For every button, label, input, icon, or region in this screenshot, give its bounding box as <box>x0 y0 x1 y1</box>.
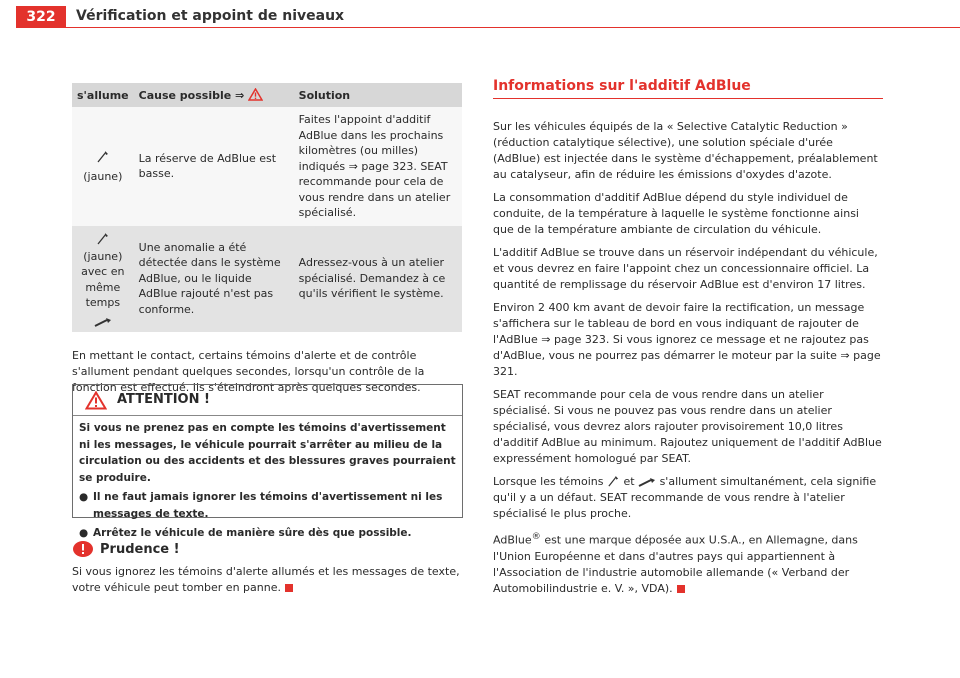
bullet-dot: ● <box>79 527 89 539</box>
registered-mark: ® <box>531 531 541 542</box>
text-fragment: est une marque déposée aux U.S.A., en Allemagne, dans l'Union Européenne et dans d'autres pays qui appartiennent à l'Association de l'industrie automobile allemande (« Verband der Automobilindustrie e. V. », VDA). <box>493 533 858 595</box>
page-header <box>0 0 960 28</box>
paragraph <box>493 529 883 597</box>
text-fragment: AdBlue <box>493 533 532 547</box>
cause-cell: Une anomalie a été détectée dans le système AdBlue, ou le liquide AdBlue rajouté n'est pas conforme. <box>134 226 294 332</box>
paragraph <box>493 474 883 522</box>
attention-box <box>72 384 463 539</box>
adblue-nozzle-icon <box>607 474 620 487</box>
symbol-label: (jaune) avec en même temps <box>81 249 125 309</box>
adblue-nozzle-icon <box>96 231 110 245</box>
attention-header <box>73 385 462 416</box>
solution-cell: Adressez-vous à un atelier spécialisé. Demandez à ce qu'ils vérifient le système. <box>294 226 462 332</box>
indicator-table <box>72 83 462 332</box>
text-fragment: et <box>623 475 635 488</box>
bullet-dot: ● <box>79 491 89 503</box>
paragraph: La consommation d'additif AdBlue dépend du style individuel de conduite, de la température à laquelle le système fonctionne ainsi que de la température ambiante de circulation du véhicule. <box>493 191 859 236</box>
symbol-cell <box>72 107 134 226</box>
wrench-icon <box>638 477 656 487</box>
solution-cell: Faites l'appoint d'additif AdBlue dans les prochains kilomètres (ou milles) indiqués ⇒ page 323. SEAT recommande pour cela de vous rendre dans un atelier spécialisé. <box>294 107 462 226</box>
paragraph: Sur les véhicules équipés de la « Selective Catalytic Reduction » (réduction catalytique sélective), une solution spéciale d'urée (AdBlue) est injectée dans le système d'échappement, préalablement au catalyseur, afin de réduire les émissions d'oxydes d'azote. <box>493 120 878 181</box>
list-item <box>79 489 456 522</box>
paragraph: SEAT recommande pour cela de vous rendre dans un atelier spécialisé. Si vous ne pouvez pas vous rendre dans un atelier spécialisé, vous devrez alors rajouter provisoirement 10,0 litres d'additif AdBlue au minimum. Rajoutez uniquement de l'additif AdBlue expressément homologué par SEAT. <box>493 388 882 465</box>
section-title: Informations sur l'additif AdBlue <box>493 78 883 99</box>
header-cell-solution: Solution <box>294 83 462 107</box>
prudence-title: Prudence ! <box>100 542 180 557</box>
adblue-nozzle-icon <box>96 149 110 163</box>
bullet-text: Il ne faut jamais ignorer les témoins d'avertissement ni les messages de texte. <box>93 491 443 520</box>
intro-paragraph: En mettant le contact, certains témoins d'alerte et de contrôle s'allument pendant quelques secondes, lorsqu'un contrôle de la fonction est effectué. Ils s'éteindront après quelques secondes. <box>72 348 425 394</box>
paragraph: Environ 2 400 km avant de devoir faire la rectification, un message s'affichera sur le tableau de bord en vous indiquant de rajouter de l'AdBlue ⇒ page 323. Si vous ignorez ce message et ne rajoutez pas d'AdBlue, vous ne pourrez pas démarrer le moteur par la suite ⇒ page 321. <box>493 301 881 378</box>
caution-icon <box>72 540 94 558</box>
symbol-label: (jaune) <box>83 169 123 183</box>
page-number: 322 <box>16 6 66 28</box>
left-column <box>72 83 462 396</box>
header-cause-label: Cause possible ⇒ <box>138 89 245 102</box>
prudence-header <box>72 540 464 562</box>
prudence-text <box>72 564 464 596</box>
paragraph: L'additif AdBlue se trouve dans un réservoir indépendant du véhicule, et vous devrez en faire l'appoint chez un concessionnaire officiel. La quantité de remplissage du réservoir AdBlue est d'environ 17 litres. <box>493 246 878 291</box>
header-cell-lights: s'allume <box>72 83 134 107</box>
prudence-text-content: Si vous ignorez les témoins d'alerte allumés et les messages de texte, votre véhicule peut tomber en panne. <box>72 565 460 594</box>
prudence-box <box>72 540 464 596</box>
table-header <box>72 83 462 107</box>
table-row <box>72 226 462 332</box>
cause-cell: La réserve de AdBlue est basse. <box>134 107 294 226</box>
wrench-icon <box>94 317 112 327</box>
header-cell-cause <box>134 83 294 107</box>
chapter-title: Vérification et appoint de niveaux <box>76 8 345 24</box>
attention-title: ATTENTION ! <box>117 392 210 407</box>
bullet-text: Arrêtez le véhicule de manière sûre dès que possible. <box>93 527 412 539</box>
attention-body <box>73 416 462 546</box>
end-mark <box>285 584 293 592</box>
attention-text: Si vous ne prenez pas en compte les témoins d'avertissement ni les messages, le véhicule pourrait s'arrêter au milieu de la circulation ou des accidents et des blessures graves pourraient se produire. <box>79 422 456 484</box>
text-fragment: Lorsque les témoins <box>493 475 604 488</box>
text-fragment: s'allument simultanément, cela signifie qu'il y a un défaut. SEAT recommande de vous rendre à l'atelier spécialisé le plus proche. <box>493 475 877 520</box>
symbol-cell <box>72 226 134 332</box>
table-row <box>72 107 462 226</box>
warning-triangle-icon <box>85 391 107 410</box>
warning-triangle-icon <box>248 88 263 101</box>
header-rule <box>16 27 960 28</box>
end-mark <box>677 585 685 593</box>
right-column <box>493 78 883 604</box>
